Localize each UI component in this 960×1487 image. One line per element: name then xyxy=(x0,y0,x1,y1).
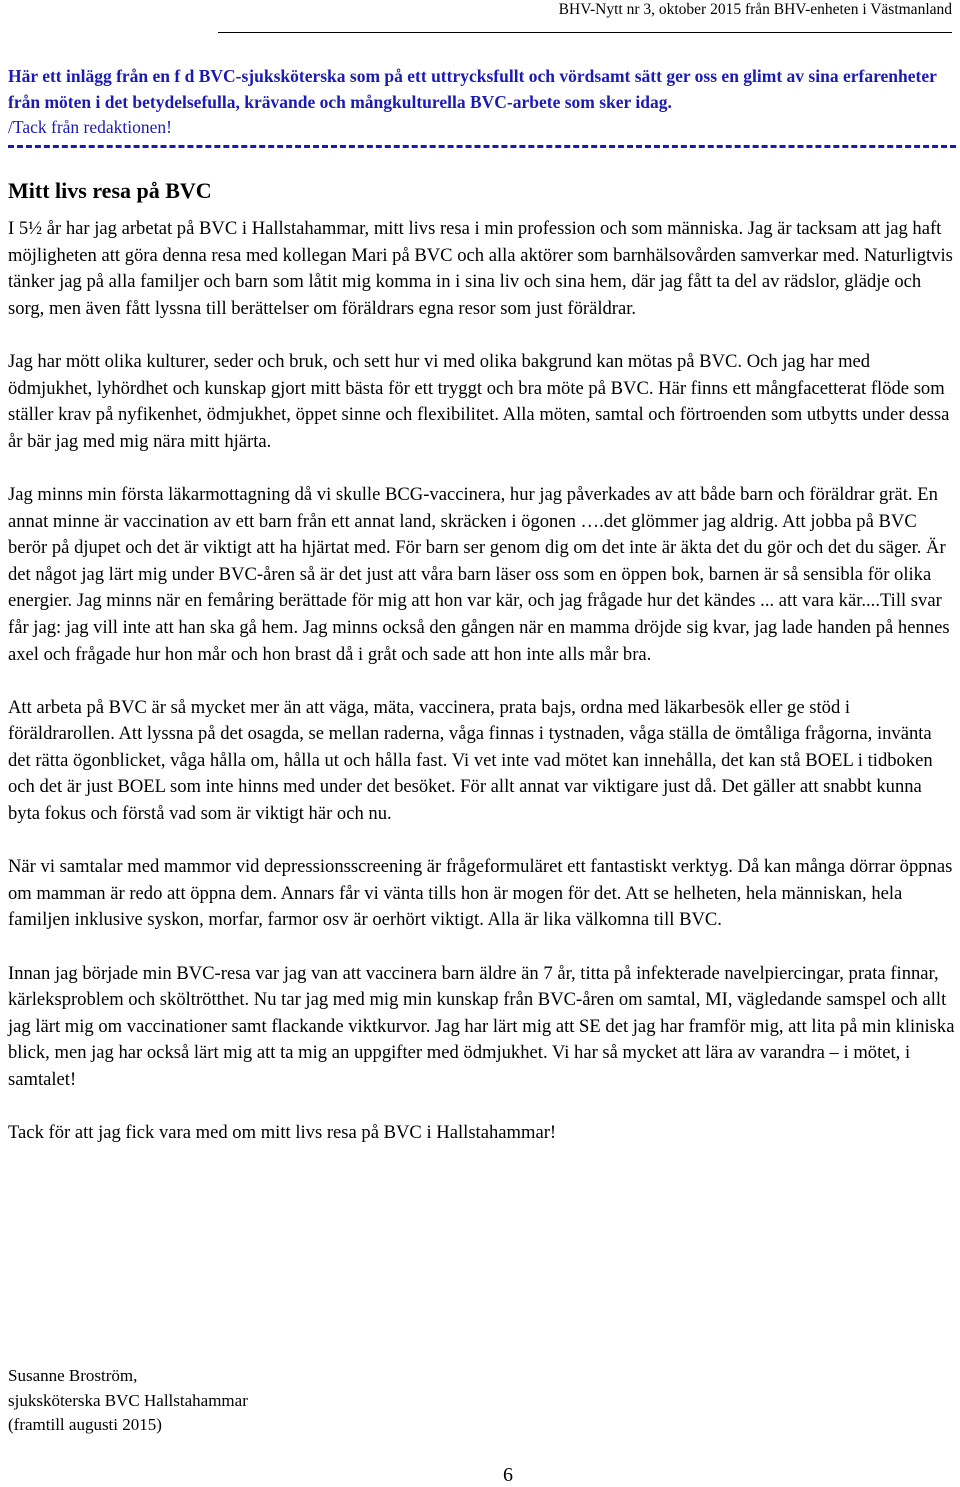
newsletter-header: BHV-Nytt nr 3, oktober 2015 från BHV-enheten i Västmanland xyxy=(558,1,952,18)
intro-credit: /Tack från redaktionen! xyxy=(8,117,172,137)
paragraph: Jag minns min första läkarmottagning då vi skulle BCG-vaccinera, hur jag påverkades av att både barn och föräldrar grät. En annat minne är vaccination av ett barn från ett annat land, skräcken i ögonen ….det glömmer jag aldrig. Att jobba på BVC berör på djupet och det är viktigt att ha hjärtat med. För barn ser genom dig om det inte är äkta det du gör och det du säger. Är det något jag lärt mig under BVC-åren så är det just att våra barn läser oss som en öppen bok, barnen är så sensibla för olika energier. Jag minns när en femåring berättade för mig att hon var kär, och jag frågade hur det kändes ... att vara kär....Till svar får jag: jag vill inte att han ska gå hem. Jag minns också den gången när en mamma dröjde sig kvar, jag lade handen på hennes axel och frågade hur hon mår och hon brast då i gråt och sade att hon inte alls mår bra. xyxy=(8,483,950,665)
paragraph: Jag har mött olika kulturer, seder och bruk, och sett hur vi med olika bakgrund kan mötas på BVC. Och jag har med ödmjukhet, lyhördhet och kunskap gjort mitt bästa för ett tryggt och bra möte på BVC. Här finns ett mångfacetterat flöde som ställer krav på nyfikenhet, ödmjukhet, öppet sinne och flexibilitet. Alla möten, samtal och förtroenden som utbytts under dessa år bär jag med mig nära mitt hjärta. xyxy=(8,350,950,452)
closing-line: Tack för att jag fick vara med om mitt livs resa på BVC i Hallstahammar! xyxy=(8,1122,557,1144)
intro-text: Här ett inlägg från en f d BVC-sjuksköterska som på ett uttrycksfullt och vördsamt sätt ger oss en glimt av sina erfarenheter från möten i det betydelsefulla, krävande och mångkulturella BVC-arbete som sker idag. xyxy=(8,66,937,112)
paragraph: I 5½ år har jag arbetat på BVC i Hallstahammar, mitt livs resa i min profession och som människa. Jag är tacksam att jag haft möjligheten att göra denna resa med kollegan Mari på BVC och alla aktörer som barnhälsovården samverkar med. Naturligtvis tänker jag på alla familjer och barn som låtit mig komma in i sina liv och sina hem, där jag fått ta del av rädslor, glädje och sorg, men även fått lyssna till berättelser om föräldrars egna resor som just föräldrar. xyxy=(8,218,953,319)
author-name: Susanne Broström, xyxy=(8,1366,138,1385)
paragraph: När vi samtalar med mammor vid depressionsscreening är frågeformuläret ett fantastiskt verktyg. Då kan många dörrar öppnas om mamman är redo att öppna dem. Annars får vi vänta tills hon är mogen för det. Att se helheten, hela människan, hela familjen inklusive syskon, morfar, farmor osv är oerhört viktigt. Alla är lika välkomna till BVC. xyxy=(8,856,953,931)
header-rule xyxy=(218,32,952,33)
author-note: (framtill augusti 2015) xyxy=(8,1415,162,1434)
author-role: sjuksköterska BVC Hallstahammar xyxy=(8,1390,248,1410)
page-number: 6 xyxy=(503,1464,513,1486)
editorial-intro xyxy=(8,64,958,141)
dashed-divider xyxy=(8,145,956,151)
signature xyxy=(8,1364,248,1438)
article-body xyxy=(8,216,958,1173)
article-title: Mitt livs resa på BVC xyxy=(8,178,212,203)
paragraph: Att arbeta på BVC är så mycket mer än att väga, mäta, vaccinera, prata bajs, ordna med läkarbesök eller ge stöd i föräldrarollen. Att lyssna på det osagda, se mellan raderna, våga finnas i tystnaden, våga ställa de ömtåliga frågorna, invänta det rätta ögonblicket, våga hålla om, hålla ut och hålla fast. Vi vet inte vad mötet kan innehålla, det kan stå BOEL i tidboken och det är just BOEL som inte hinns med under det besöket. För allt annat var viktigare just då. Det gäller att snabbt kunna byta fokus och förstå vad som är viktigt här och nu. xyxy=(8,696,933,825)
paragraph: Innan jag började min BVC-resa var jag van att vaccinera barn äldre än 7 år, titta på infekterade navelpiercingar, prata finnar, kärleksproblem och sköltrötthet. Nu tar jag med mig min kunskap från BVC-åren om samtal, MI, vägledande samspel och allt jag lärt mig om vaccinationer samt flackande viktkurvor. Jag har lärt mig att SE det jag har framför mig, att lita på min kliniska blick, men jag har också lärt mig att ta mig an uppgifter med ödmjukhet. Vi har så mycket att lära av varandra – i mötet, i samtalet! xyxy=(8,962,955,1090)
